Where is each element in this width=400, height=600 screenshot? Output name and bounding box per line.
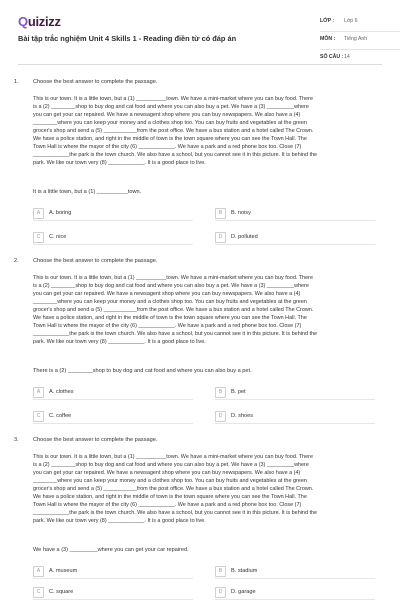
option-letter-box: C (33, 232, 44, 243)
meta-subject (320, 32, 400, 50)
passage-line: park. We like our town very (8) ____________. It is a good place to live. (33, 518, 206, 525)
passage-line: Town Hall is where the mayor of the city (6) ____________. We have a park and a red phone box too. Close (7) (33, 323, 302, 330)
passage-line: is a (2) ________shop to buy dog and cat food and where you can also buy a pet. We have a (3) _________where (33, 283, 309, 290)
option-a[interactable] (33, 387, 193, 400)
option-c[interactable] (33, 232, 193, 245)
option-d[interactable] (215, 232, 375, 245)
passage-line: ____________the park is the town church. We also have a school, but you cannot see it in this picture. It is behind the (33, 152, 318, 159)
passage-line: Town Hall is where the mayor of the city (6) ____________. We have a park and a red phone box too. Close (7) (33, 144, 302, 151)
meta-grade (320, 14, 400, 32)
option-c[interactable] (33, 411, 193, 424)
passage-line: ________where you can keep your money and a clothes shop too. You can buy fruits and vegetables at the green (33, 299, 307, 306)
question-prompt: Choose the best answer to complete the passage. (33, 79, 158, 85)
option-b[interactable] (215, 208, 375, 221)
passage-line: We have a police station, and right in the middle of town is the town square where you can see the Town Hall. The (33, 494, 307, 501)
passage-line: park. We like our town very (8) ____________. It is a good place to live. (33, 339, 206, 346)
option-b[interactable] (215, 566, 375, 579)
meta-label: MÔN : (320, 36, 336, 42)
passage-line: We have a police station, and right in the middle of town is the town square where you can see the Town Hall. The (33, 136, 307, 143)
logo-text: uizizz (27, 14, 61, 29)
option-a[interactable] (33, 208, 193, 221)
option-letter-box: C (33, 587, 44, 598)
question-2 (14, 258, 386, 430)
question-1 (14, 79, 386, 251)
question-prompt: Choose the best answer to complete the passage. (33, 258, 158, 264)
option-text: A. clothes (49, 389, 74, 395)
passage-line: This is our town. It is a little town, but a (1) __________town. We have a mini-market where you can buy food. There (33, 454, 313, 460)
option-d[interactable] (215, 411, 375, 424)
reading-passage (33, 95, 383, 167)
option-letter-box: B (215, 566, 226, 577)
reading-passage (33, 274, 383, 346)
option-letter-box: B (215, 208, 226, 219)
option-letter-box: D (215, 587, 226, 598)
passage-line: you can get your car repaired. We have a newsagent shop where you can buy newspapers. We also have a (4) (33, 291, 301, 298)
question-stem: It is a little town, but a (1) __________town. (33, 189, 142, 195)
option-text: D. shoes (231, 413, 254, 419)
option-c[interactable] (33, 587, 193, 600)
meta-label: LỚP : (320, 18, 335, 24)
meta-value: Lớp 6 (344, 18, 358, 24)
meta-value: 14 (344, 54, 350, 60)
option-text: A. museum (49, 568, 78, 574)
option-text: A. boring (49, 210, 72, 216)
option-text: D. polluted (231, 234, 258, 240)
logo-letter: Q (18, 14, 28, 29)
question-number: 3. (14, 437, 19, 443)
option-letter-box: A (33, 208, 44, 219)
quizizz-logo (18, 14, 61, 29)
option-d[interactable] (215, 587, 375, 600)
passage-line: is a (2) ________shop to buy dog and cat food and where you can also buy a pet. We have a (3) _________where (33, 104, 309, 111)
passage-line: park. We like our town very (8) ____________. It is a good place to live. (33, 160, 206, 167)
option-letter-box: A (33, 566, 44, 577)
passage-line: grocer's shop and send a (5) ___________from the post office. We have a bus station and a hotel called The Crown. (33, 307, 314, 314)
option-letter-box: C (33, 411, 44, 422)
passage-line: Town Hall is where the mayor of the city (6) ____________. We have a park and a red phone box too. Close (7) (33, 502, 302, 509)
passage-line: This is our town. It is a little town, but a (1) __________town. We have a mini-market where you can buy food. There (33, 96, 313, 102)
passage-line: grocer's shop and send a (5) ___________from the post office. We have a bus station and a hotel called The Crown. (33, 128, 314, 135)
option-text: C. coffee (49, 413, 72, 419)
option-text: C. nice (49, 234, 67, 240)
option-text: C. square (49, 589, 74, 595)
question-stem: We have a (3) _________where you can get your car repaired. (33, 547, 189, 553)
question-number: 2. (14, 258, 19, 264)
option-text: B. pet (231, 389, 246, 395)
question-3 (14, 437, 386, 600)
option-a[interactable] (33, 566, 193, 579)
question-prompt: Choose the best answer to complete the passage. (33, 437, 158, 443)
option-text: D. garage (231, 589, 256, 595)
option-letter-box: D (215, 411, 226, 422)
meta-value: Tiếng Anh (344, 36, 368, 42)
reading-passage (33, 453, 383, 525)
question-stem: There is a (2) ________shop to buy dog and cat food and where you can also buy a pet. (33, 368, 252, 374)
worksheet-title: Bài tập trắc nghiệm Unit 4 Skills 1 - Reading điền từ có đáp án (18, 34, 237, 43)
passage-line: ____________the park is the town church. We also have a school, but you cannot see it in this picture. It is behind the (33, 331, 318, 338)
passage-line: grocer's shop and send a (5) ___________from the post office. We have a bus station and a hotel called The Crown. (33, 486, 314, 493)
passage-line: is a (2) ________shop to buy dog and cat food and where you can also buy a pet. We have a (3) _________where (33, 462, 309, 469)
question-number: 1. (14, 79, 19, 85)
passage-line: This is our town. It is a little town, but a (1) __________town. We have a mini-market where you can buy food. There (33, 275, 313, 281)
option-letter-box: D (215, 232, 226, 243)
option-letter-box: A (33, 387, 44, 398)
option-text: B. stadium (231, 568, 258, 574)
worksheet-header (18, 10, 382, 62)
meta-label: SỐ CÂU : (320, 54, 344, 60)
option-b[interactable] (215, 387, 375, 400)
option-letter-box: B (215, 387, 226, 398)
passage-line: ____________the park is the town church. We also have a school, but you cannot see it in this picture. It is behind the (33, 510, 318, 517)
worksheet-meta (320, 14, 400, 67)
header-divider (18, 64, 382, 65)
passage-line: ________where you can keep your money and a clothes shop too. You can buy fruits and vegetables at the green (33, 120, 307, 127)
passage-line: ________where you can keep your money and a clothes shop too. You can buy fruits and vegetables at the green (33, 478, 307, 485)
passage-line: you can get your car repaired. We have a newsagent shop where you can buy newspapers. We also have a (4) (33, 112, 301, 119)
passage-line: you can get your car repaired. We have a newsagent shop where you can buy newspapers. We also have a (4) (33, 470, 301, 477)
passage-line: We have a police station, and right in the middle of town is the town square where you can see the Town Hall. The (33, 315, 307, 322)
option-text: B. noisy (231, 210, 251, 216)
